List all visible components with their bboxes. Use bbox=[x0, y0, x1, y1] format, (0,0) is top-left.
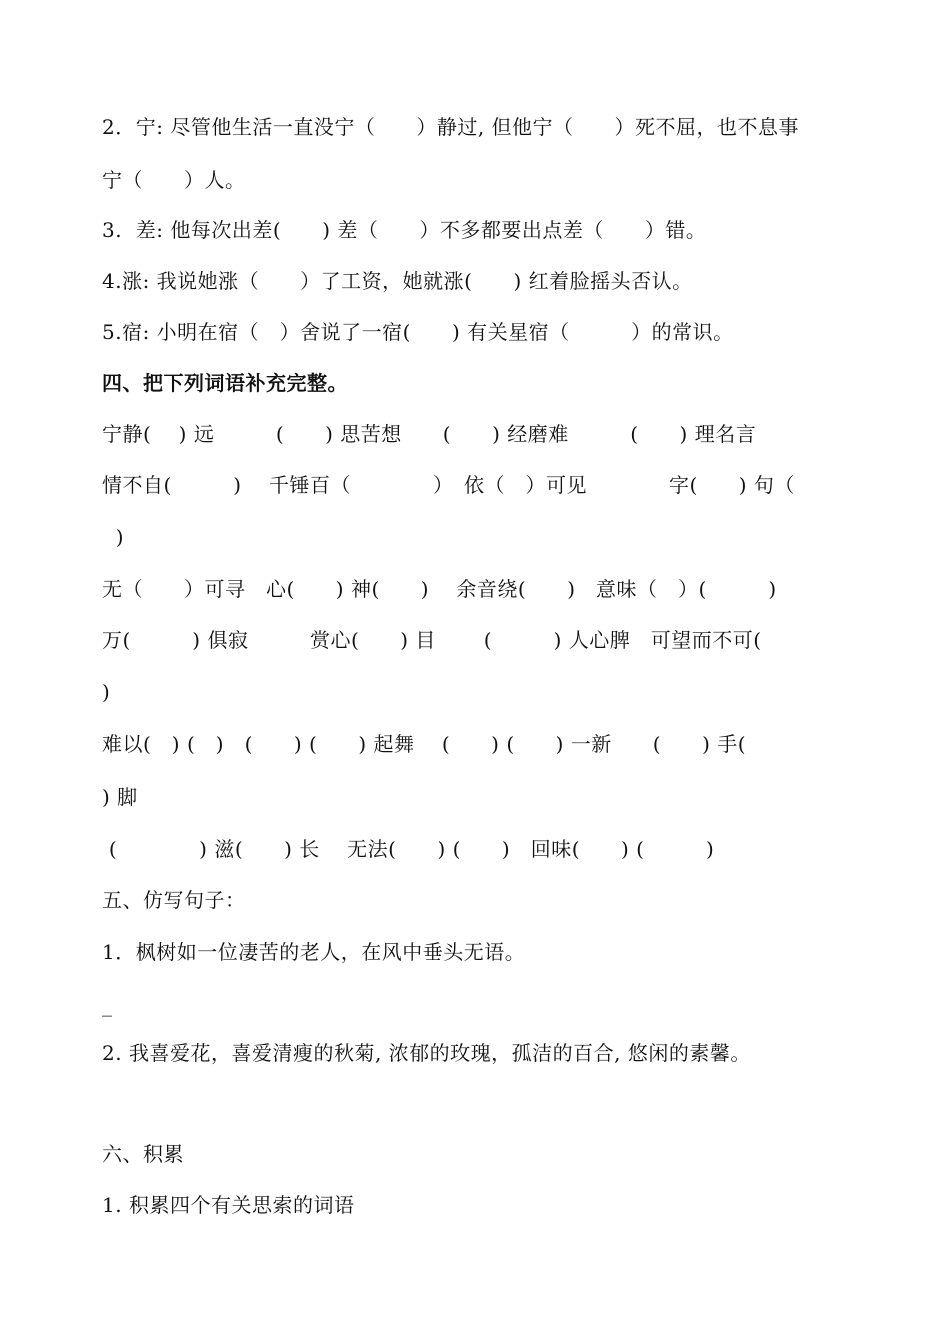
idiom-row-5-continued: ) 脚 bbox=[102, 785, 138, 809]
question-item-2: 2．宁: 尽管他生活一直没宁（ ）静过, 但他宁（ ）死不屈，也不息事 bbox=[102, 115, 800, 139]
section-6-heading: 六、积累 bbox=[102, 1142, 184, 1166]
question-item-4: 4.涨: 我说她涨（ ）了工资，她就涨( ) 红着脸摇头否认。 bbox=[102, 269, 693, 293]
idiom-row-1: 宁静( ) 远 ( ) 思苦想 ( ) 经磨难 ( ) 理名言 bbox=[102, 422, 757, 446]
section-5-heading: 五、仿写句子： bbox=[102, 888, 246, 912]
question-item-5: 5.宿: 小明在宿（ ）舍说了一宿( ) 有关星宿（ ）的常识。 bbox=[102, 320, 734, 344]
question-item-3: 3. 差: 他每次出差( ) 差（ ）不多都要出点差（ ）错。 bbox=[102, 218, 707, 242]
idiom-row-5: 难以( ) ( ) ( ) ( ) 起舞 ( ) ( ) 一新 ( ) 手( bbox=[102, 732, 747, 756]
idiom-row-2-continued: ) bbox=[102, 525, 125, 549]
imitation-item-2: 2. 我喜爱花，喜爱清瘦的秋菊, 浓郁的玫瑰，孤洁的百合, 悠闲的素馨。 bbox=[102, 1041, 751, 1065]
idiom-row-4-continued: ) bbox=[102, 680, 111, 704]
idiom-row-2: 情不自( ) 千锤百（ ） 依（ ）可见 字( ) 句（ bbox=[102, 473, 795, 497]
imitation-item-1: 1．枫树如一位凄苦的老人，在风中垂头无语。 bbox=[102, 940, 526, 964]
section-4-heading: 四、把下列词语补充完整。 bbox=[102, 371, 348, 395]
idiom-row-6: ( ) 滋( ) 长 无法( ) ( ) 回味( ) ( ) bbox=[102, 837, 715, 861]
question-item-2-continued: 宁（ ）人。 bbox=[102, 168, 246, 192]
idiom-row-4: 万( ) 俱寂 赏心( ) 目 ( ) 人心脾 可望而不可( bbox=[102, 628, 762, 652]
answer-blank: _ bbox=[102, 993, 113, 1017]
idiom-row-3: 无（ ）可寻 心( ) 神( ) 余音绕( ) 意味（ ）( ) bbox=[102, 577, 777, 601]
accumulation-item-1: 1. 积累四个有关思索的词语 bbox=[102, 1193, 355, 1217]
